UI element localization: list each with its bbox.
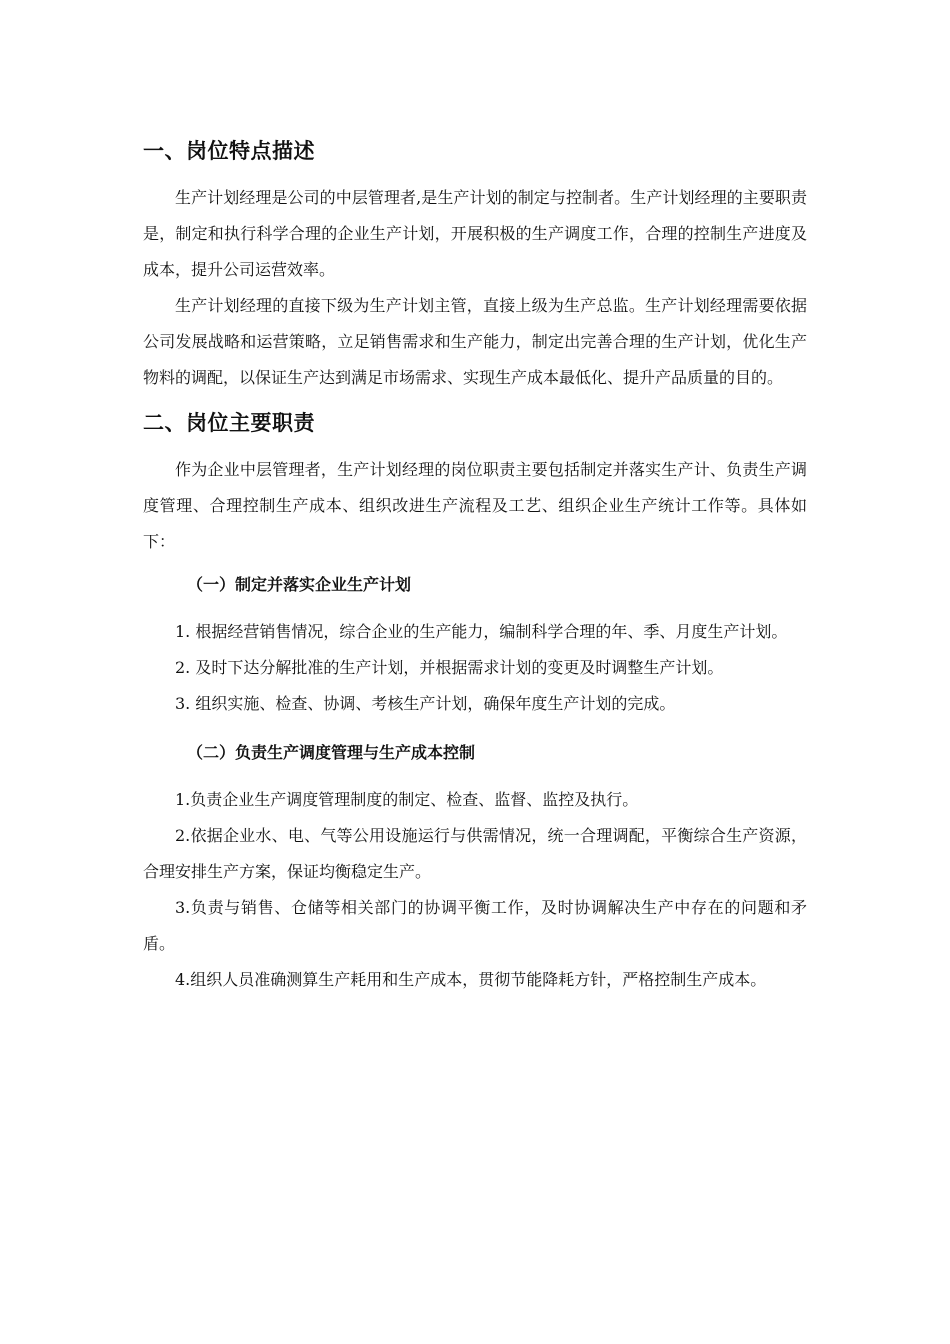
list-item: 2. 及时下达分解批准的生产计划，并根据需求计划的变更及时调整生产计划。	[175, 658, 724, 677]
document-body	[143, 132, 807, 998]
section-heading-main-duties: 二、岗位主要职责	[143, 411, 315, 435]
list-item: 1.负责企业生产调度管理制度的制定、检查、监督、监控及执行。	[175, 790, 639, 809]
list-item: 3.负责与销售、仓储等相关部门的协调平衡工作，及时协调解决生产中存在的问题和矛盾。	[143, 898, 807, 953]
subsection-heading-production-plan: （一）制定并落实企业生产计划	[187, 575, 412, 594]
paragraph: 作为企业中层管理者，生产计划经理的岗位职责主要包括制定并落实生产计、负责生产调度管理、合理控制生产成本、组织改进生产流程及工艺、组织企业生产统计工作等。具体如下：	[143, 460, 807, 551]
list-item: 3. 组织实施、检查、协调、考核生产计划，确保年度生产计划的完成。	[175, 694, 676, 713]
list-item: 2.依据企业水、电、气等公用设施运行与供需情况，统一合理调配，平衡综合生产资源，合理安排生产方案，保证均衡稳定生产。	[143, 826, 807, 881]
list-item: 1. 根据经营销售情况，综合企业的生产能力，编制科学合理的年、季、月度生产计划。	[175, 622, 788, 641]
paragraph: 生产计划经理的直接下级为生产计划主管，直接上级为生产总监。生产计划经理需要依据公司发展战略和运营策略，立足销售需求和生产能力，制定出完善合理的生产计划，优化生产物料的调配，以保证生产达到满足市场需求、实现生产成本最低化、提升产品质量的目的。	[143, 296, 807, 387]
paragraph: 生产计划经理是公司的中层管理者,是生产计划的制定与控制者。生产计划经理的主要职责是，制定和执行科学合理的企业生产计划，开展积极的生产调度工作，合理的控制生产进度及成本，提升公司运营效率。	[143, 188, 807, 279]
list-item: 4.组织人员准确测算生产耗用和生产成本，贯彻节能降耗方针，严格控制生产成本。	[175, 970, 767, 989]
subsection-heading-scheduling-cost: （二）负责生产调度管理与生产成本控制	[187, 743, 476, 762]
section-heading-job-characteristics: 一、岗位特点描述	[143, 139, 315, 163]
